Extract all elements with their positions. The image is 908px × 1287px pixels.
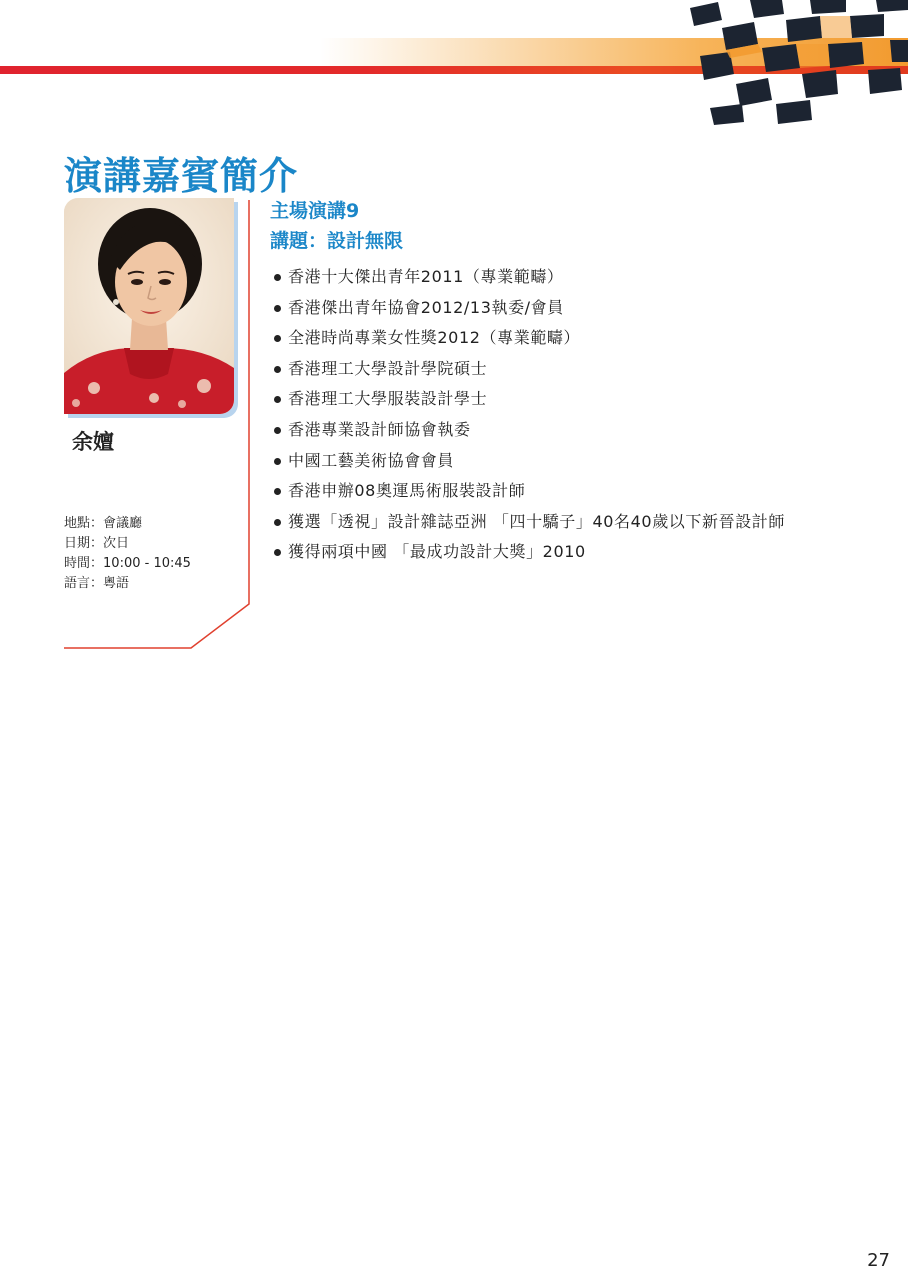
page-title: 演講嘉賓簡介 (64, 154, 299, 198)
bio-list (274, 262, 854, 568)
info-label: 語言 (64, 576, 91, 591)
checkered-flag-icon (670, 0, 908, 125)
event-info (64, 514, 191, 594)
list-item: 香港十大傑出青年2011（專業範疇） (274, 262, 854, 293)
list-item: 香港專業設計師協會執委 (274, 415, 854, 446)
list-item: 全港時尚專業女性獎2012（專業範疇） (274, 323, 854, 354)
info-value: 粵語 (103, 576, 130, 591)
info-row-language: 語言：粵語 (64, 576, 130, 591)
list-item: 香港申辦08奧運馬術服裝設計師 (274, 476, 854, 507)
info-value: 10:00 - 10:45 (103, 556, 191, 571)
info-value: 會議廳 (103, 516, 143, 531)
info-label: 時間 (64, 556, 91, 571)
info-value: 次日 (103, 536, 130, 551)
list-item: 中國工藝美術協會會員 (274, 446, 854, 477)
speaker-photo (64, 198, 234, 414)
page-number: 27 (867, 1250, 890, 1271)
list-item: 獲得兩項中國 「最成功設計大獎」2010 (274, 537, 854, 568)
list-item: 香港理工大學設計學院碩士 (274, 354, 854, 385)
speaker-name: 余嬗 (72, 430, 114, 454)
info-row-venue: 地點：會議廳 (64, 516, 143, 531)
list-item: 香港傑出青年協會2012/13執委/會員 (274, 293, 854, 324)
info-label: 地點 (64, 516, 91, 531)
info-label: 日期 (64, 536, 91, 551)
session-label: 主場演講9 (270, 200, 360, 222)
list-item: 獲選「透視」設計雜誌亞洲 「四十驕子」40名40歲以下新晉設計師 (274, 507, 854, 538)
info-row-date: 日期：次日 (64, 536, 130, 551)
page-header (0, 0, 908, 130)
session-topic: 講題：設計無限 (270, 230, 404, 252)
info-row-time: 時間：10:00 - 10:45 (64, 556, 191, 571)
list-item: 香港理工大學服裝設計學士 (274, 384, 854, 415)
